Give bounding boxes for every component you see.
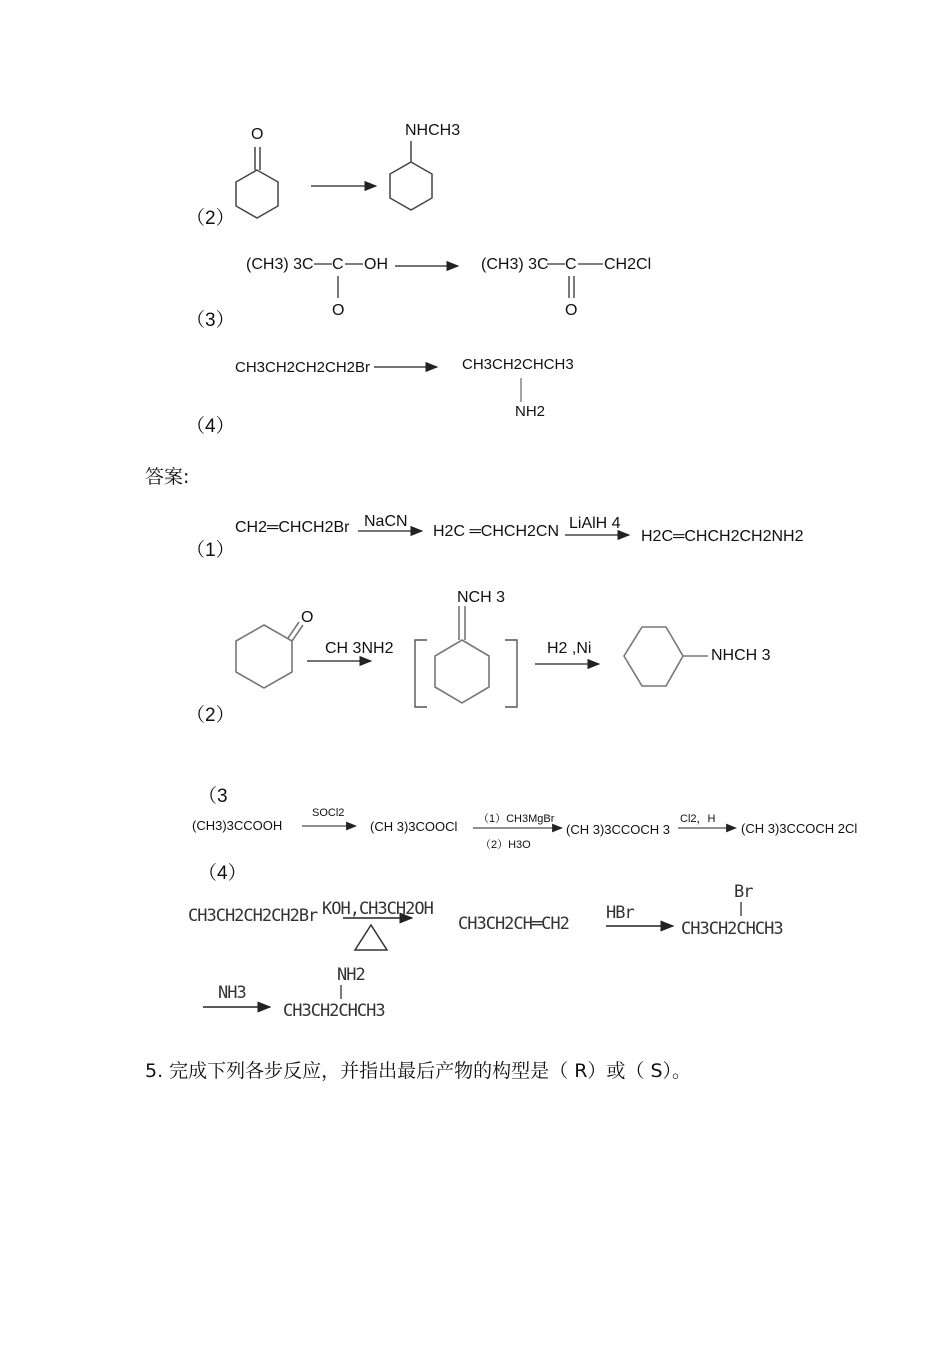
a1-reagent-1: NaCN	[364, 513, 408, 530]
a4-step-2-group: Br	[734, 882, 753, 902]
q4-product-chain: CH3CH2CHCH3	[462, 356, 574, 373]
q3-reactant-right: OH	[364, 256, 388, 273]
a2-brackets	[415, 640, 517, 707]
a4-heat-triangle	[355, 925, 387, 950]
a2-ketone-oxygen: O	[301, 609, 314, 626]
a1-label: （1）	[186, 540, 235, 561]
a4-label: （4）	[198, 863, 247, 884]
a3-product: (CH 3)3CCOCH 2Cl	[741, 821, 858, 836]
q3-label: （3）	[186, 310, 235, 331]
q4-product-group: NH2	[515, 403, 546, 420]
a4-reagent-3: NH3	[218, 983, 246, 1003]
q3-product-oxygen: O	[565, 302, 578, 319]
a1-intermediate: H2C ═CHCH2CN	[433, 523, 560, 540]
q4-reactant: CH3CH2CH2CH2Br	[235, 359, 371, 376]
a2-product-group: NHCH 3	[711, 647, 771, 664]
a4-step-1: CH3CH2CH═CH2	[458, 914, 569, 934]
q3-product-right: CH2Cl	[604, 256, 652, 273]
a3-label: （3	[198, 786, 228, 807]
a3-step-1: (CH 3)3COOCl	[370, 819, 458, 834]
a4-product-chain: CH3CH2CHCH3	[283, 1001, 385, 1021]
a4-reagent-1: KOH,CH3CH2OH	[322, 899, 433, 919]
a4-product-group: NH2	[337, 965, 365, 985]
q2-cyclohexanone-ring	[236, 147, 278, 218]
a2-imine-ring	[435, 606, 489, 703]
q3-reactant-left: (CH3) 3C	[246, 256, 314, 273]
answer-heading: 答案:	[145, 466, 190, 488]
q4-label: （4）	[186, 416, 235, 437]
a3-reagent-2-top: （1）CH3MgBr	[478, 813, 555, 825]
q3-product-carbon: C	[565, 256, 577, 273]
a2-reagent-1: CH 3NH2	[325, 640, 394, 657]
a4-start: CH3CH2CH2CH2Br	[188, 906, 318, 926]
a3-reagent-3: Cl2，H	[680, 813, 716, 825]
q2-product-group: NHCH3	[405, 122, 461, 139]
q2-label: （2）	[186, 208, 235, 229]
a1-reactant: CH2═CHCH2Br	[235, 519, 350, 536]
a4-step-2-chain: CH3CH2CHCH3	[681, 919, 783, 939]
a1-product: H2C═CHCH2CH2NH2	[641, 528, 804, 545]
q3-reactant-carbon: C	[332, 256, 344, 273]
a3-reagent-1: SOCl2	[312, 807, 345, 819]
question-5: 5. 完成下列各步反应，并指出最后产物的构型是（ R）或（ S）。	[145, 1060, 692, 1082]
q2-product-ring	[390, 141, 432, 210]
q3-product-left: (CH3) 3C	[481, 256, 549, 273]
a2-imine-group: NCH 3	[457, 589, 506, 606]
a2-product-ring	[624, 627, 708, 686]
a2-cyclohexanone-ring	[236, 622, 303, 688]
q3-bonds	[314, 264, 603, 298]
q3-reactant-oxygen: O	[332, 302, 345, 319]
a1-reagent-2: LiAlH 4	[569, 515, 621, 532]
a2-reagent-2: H2 ,Ni	[547, 640, 592, 657]
a4-reagent-2: HBr	[606, 903, 634, 923]
a2-label: （2）	[186, 705, 235, 726]
a3-start: (CH3)3CCOOH	[192, 818, 283, 833]
q2-ketone-oxygen: O	[251, 126, 264, 143]
a3-step-2: (CH 3)3CCOCH 3	[566, 822, 671, 837]
a3-reagent-2-bottom: （2）H3O	[480, 839, 531, 851]
